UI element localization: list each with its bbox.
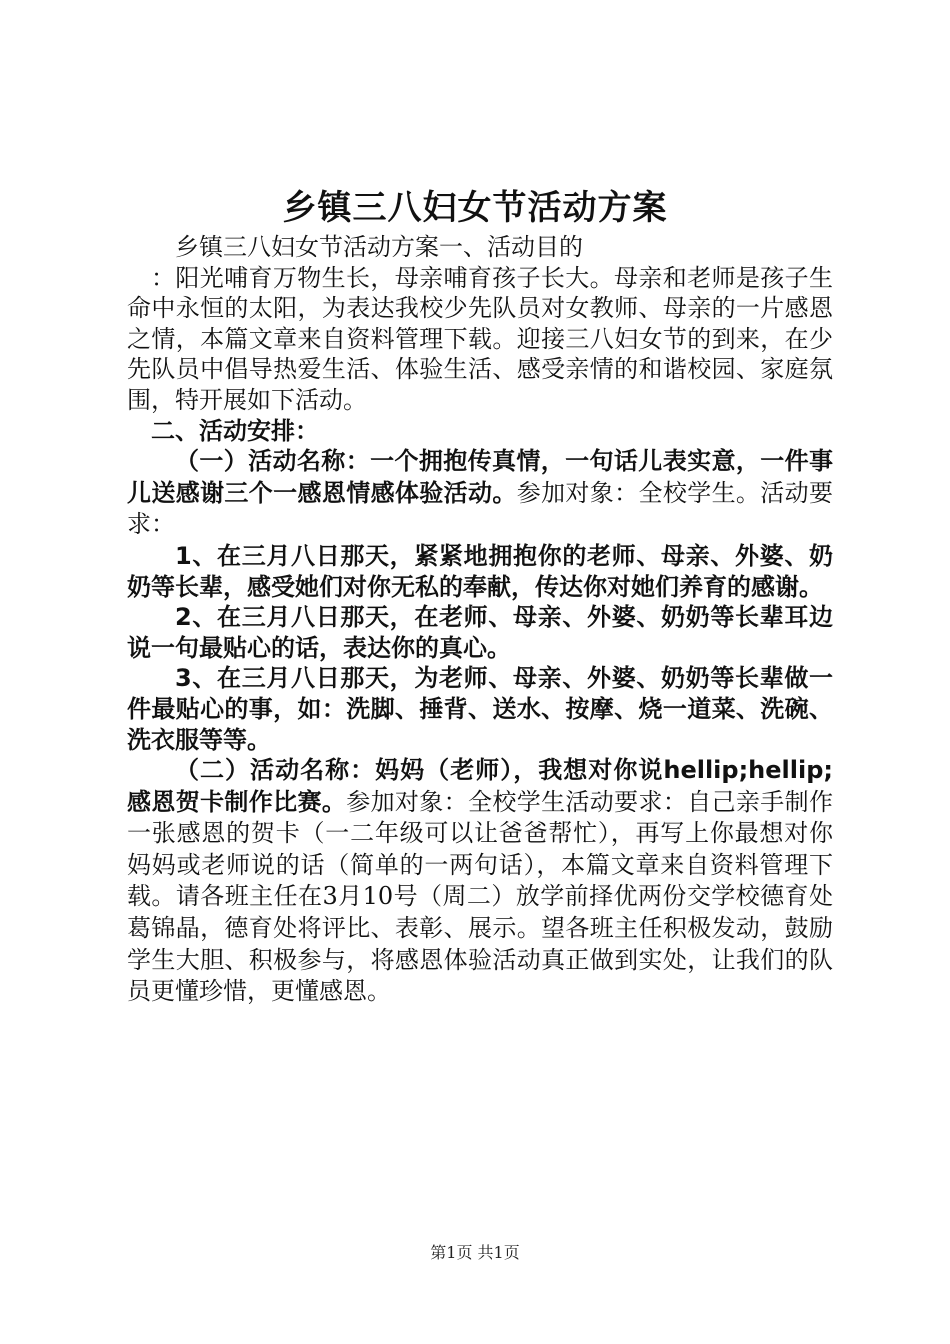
activity-two-details: 参加对象：全校学生活动要求：自己亲手制作一张感恩的贺卡（一二年级可以让爸爸帮忙），再写上你最想对你妈妈或老师说的话（简单的一两句话），本篇文章来自资料管理下载。请各班主任在3月10号（周二）放学前择优两份交学校德育处葛锦晶，德育处将评比、表彰、展示。望各班主任积极发动，鼓励学生大胆、积极参与，将感恩体验活动真正做到实处，让我们的队员更懂珍惜，更懂感恩。 — [127, 787, 834, 1006]
activity-one-name: （一）活动名称：一个拥抱传真情，一句话儿表实意，一件事儿送感谢三个一感恩情感体验活动。 — [127, 447, 833, 507]
paragraph-intro-heading: 乡镇三八妇女节活动方案一、活动目的 — [175, 233, 583, 261]
paragraph-requirement-3: 3、在三月八日那天，为老师、母亲、外婆、奶奶等长辈做一件最贴心的事，如：洗脚、捶背、送水、按摩、烧一道菜、洗碗、洗衣服等等。 — [127, 664, 833, 754]
paragraph-arrangement-heading: 二、活动安排： — [151, 416, 319, 445]
activity-two-name: （二）活动名称：妈妈（老师），我想对你说hellip;hellip;感恩贺卡制作比赛。 — [127, 756, 833, 816]
paragraph-requirement-1: 1、在三月八日那天，紧紧地拥抱你的老师、母亲、外婆、奶奶等长辈，感受她们对你无私的奉献，传达你对她们养育的感谢。 — [127, 541, 833, 601]
paragraph-purpose: ：阳光哺育万物生长，母亲哺育孩子长大。母亲和老师是孩子生命中永恒的太阳，为表达我校少先队员对女教师、母亲的一片感恩之情，本篇文章来自资料管理下载。迎接三八妇女节的到来，在少先队员中倡导热爱生活、体验生活、感受亲情的和谐校园、家庭氛围，特开展如下活动。 — [127, 263, 833, 414]
document-title: 乡镇三八妇女节活动方案 — [282, 188, 668, 228]
activity-one-details: 参加对象：全校学生。活动要求： — [127, 478, 834, 539]
page-footer: 第1页 共1页 — [430, 1243, 520, 1262]
paragraph-activity-two — [127, 755, 833, 1008]
paragraph-requirement-2: 2、在三月八日那天，在老师、母亲、外婆、奶奶等长辈耳边说一句最贴心的话，表达你的真心。 — [127, 603, 833, 662]
document-body — [127, 232, 833, 1008]
paragraph-activity-one — [127, 446, 833, 541]
